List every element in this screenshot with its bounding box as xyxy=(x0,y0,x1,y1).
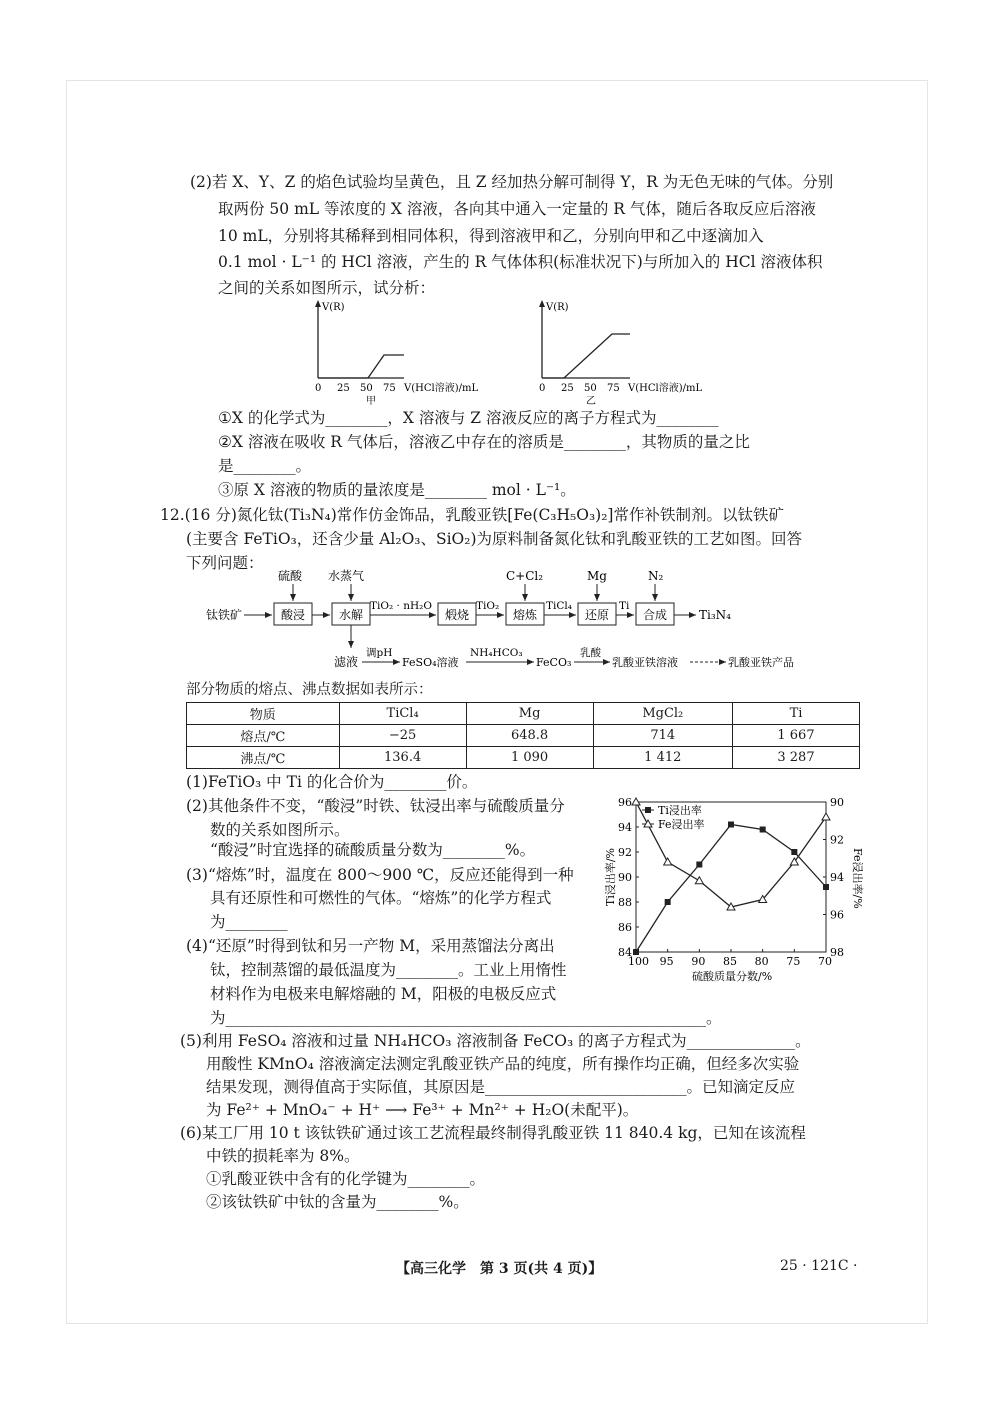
q11-part2-line4: 0.1 mol · L⁻¹ 的 HCl 溶液，产生的 R 气体体积(标准状况下)与所加入的 HCl 溶液体积 xyxy=(218,253,823,271)
flow-start-label: 钛铁矿 xyxy=(206,608,243,622)
flow-box1-label: 酸浸 xyxy=(281,608,306,622)
flow-box6-label: 合成 xyxy=(643,608,668,622)
graph-jia-ylabel: V(R) xyxy=(322,302,345,313)
process-flow-diagram xyxy=(200,564,840,682)
x-tick-label: 95 xyxy=(659,955,674,968)
page-footer-center: 【高三化学 第 3 页(共 4 页)】 xyxy=(396,1261,603,1277)
table-header-cell: TiCl₄ xyxy=(339,703,466,725)
chart-xlabel: 硫酸质量分数/% xyxy=(692,970,773,983)
table-row xyxy=(187,725,860,747)
fe-leach-point xyxy=(664,858,672,865)
page-footer-code: 25 · 121C · xyxy=(780,1258,858,1274)
property-table xyxy=(186,702,860,769)
flow-label-lactic: 乳酸 xyxy=(580,647,601,659)
table-header-cell: MgCl₂ xyxy=(593,703,732,725)
flow-label-ti: Ti xyxy=(619,600,630,612)
q11-sub2-line1: ②X 溶液在吸收 R 气体后，溶液乙中存在的溶质是________，其物质的量之比 xyxy=(218,433,750,451)
q12-sub6-line1: (6)某工厂用 10 t 该钛铁矿通过该工艺流程最终制得乳酸亚铁 11 840.4 kg，已知在该流程 xyxy=(180,1124,806,1142)
q12-intro-line1: 12.(16 分)氮化钛(Ti₃N₄)常作仿金饰品，乳酸亚铁[Fe(C₃H₅O₃)₂]常作补铁制剂。以钛铁矿 xyxy=(160,506,784,524)
flow-label-ph: 调pH xyxy=(366,647,393,659)
y-left-tick-label: 90 xyxy=(618,871,632,884)
graph-yi xyxy=(526,298,736,406)
graph-jia-caption: 甲 xyxy=(366,396,376,406)
table-cell: 3 287 xyxy=(732,747,859,769)
table-cell: 136.4 xyxy=(339,747,466,769)
q12-intro-line3: 下列问题： xyxy=(186,554,264,572)
table-header-cell: Mg xyxy=(466,703,593,725)
fe-leach-point xyxy=(822,813,830,820)
table-title: 部分物质的熔点、沸点数据如表所示： xyxy=(186,682,433,698)
x-tick-label: 85 xyxy=(723,955,737,968)
flow-box2-label: 水解 xyxy=(339,608,364,622)
table-cell: 沸点/℃ xyxy=(187,747,340,769)
q12-sub4-line2: 钛，控制蒸馏的最低温度为________。工业上用惰性 xyxy=(210,961,567,979)
table-cell: 648.8 xyxy=(466,725,593,747)
graph-yi-tick-0: 0 xyxy=(539,383,546,394)
flow-input-acid: 硫酸 xyxy=(278,569,303,583)
q12-sub2-line2: 数的关系如图所示。 xyxy=(210,821,350,839)
legend-ti-marker xyxy=(645,807,651,813)
table-header-cell: Ti xyxy=(732,703,859,725)
q12-sub2-line1: (2)其他条件不变，“酸浸”时铁、钛浸出率与硫酸质量分 xyxy=(186,797,565,815)
graph-yi-y-arrow xyxy=(539,300,545,307)
y-right-tick-label: 94 xyxy=(830,871,844,884)
q12-sub6-line3: ①乳酸亚铁中含有的化学键为________。 xyxy=(206,1170,486,1188)
graph-yi-caption: 乙 xyxy=(586,396,596,406)
q12-sub3-line1: (3)“熔炼”时，温度在 800～900 ℃，反应还能得到一种 xyxy=(186,866,574,884)
q12-sub5-line3: 结果发现，测得值高于实际值，其原因是__________________________。已知滴定反应 xyxy=(206,1078,796,1096)
x-tick-label: 80 xyxy=(754,955,769,968)
ti-leach-point xyxy=(696,862,702,868)
ti-leach-point xyxy=(823,884,829,890)
ti-leach-line xyxy=(636,825,826,953)
graph-jia-tick-75: 75 xyxy=(383,383,396,394)
ti-leach-point xyxy=(760,827,766,833)
graph-yi-ylabel: V(R) xyxy=(546,302,569,313)
y-right-tick-label: 92 xyxy=(830,833,844,847)
flow-feso4: FeSO₄溶液 xyxy=(402,656,459,669)
flow-solution: 乳酸亚铁溶液 xyxy=(612,656,678,669)
q12-sub5-line1: (5)利用 FeSO₄ 溶液和过量 NH₄HCO₃ 溶液制备 FeCO₃ 的离子方程式为______________。 xyxy=(180,1032,811,1050)
graph-jia-curve xyxy=(318,355,404,378)
graph-jia-tick-25: 25 xyxy=(337,383,350,394)
graph-jia xyxy=(300,298,510,406)
q12-sub2-line3: “酸浸”时宜选择的硫酸质量分数为________%。 xyxy=(210,841,536,859)
leaching-rate-chart xyxy=(596,788,868,988)
q11-sub1: ①X 的化学式为________，X 溶液与 Z 溶液反应的离子方程式为________ xyxy=(218,409,719,427)
graph-jia-xlabel: V(HCl溶液)/mL xyxy=(404,383,479,394)
y-left-tick-label: 88 xyxy=(618,896,632,909)
ti-leach-point xyxy=(633,949,639,955)
graph-yi-curve xyxy=(542,334,630,378)
y-left-tick-label: 92 xyxy=(618,846,632,859)
table-header-row xyxy=(187,703,860,725)
q12-sub4-line3: 材料作为电极来电解熔融的 M，阳极的电极反应式 xyxy=(210,985,557,1003)
q12-intro-line2: (主要含 FeTiO₃，还含少量 Al₂O₃、SiO₂)为原料制备氮化钛和乳酸亚铁的工艺如图。回答 xyxy=(186,530,803,548)
table-cell: 熔点/℃ xyxy=(187,725,340,747)
q11-part2-line2: 取两份 50 mL 等浓度的 X 溶液，各向其中通入一定量的 R 气体，随后各取反应后溶液 xyxy=(218,200,816,218)
graph-jia-tick-50: 50 xyxy=(360,383,373,394)
y-right-tick-label: 90 xyxy=(830,796,844,809)
table-cell: 1 090 xyxy=(466,747,593,769)
q12-sub6-line2: 中铁的损耗率为 8%。 xyxy=(206,1147,360,1165)
table-cell: 714 xyxy=(593,725,732,747)
q11-part2-line5: 之间的关系如图所示，试分析： xyxy=(218,279,436,297)
q12-sub5-line2: 用酸性 KMnO₄ 溶液滴定法测定乳酸亚铁产品的纯度，所有操作均正确，但经多次实验 xyxy=(206,1055,800,1073)
flow-label-nh4hco3: NH₄HCO₃ xyxy=(470,647,523,659)
flow-label-ticl4: TiCl₄ xyxy=(546,600,572,612)
table-header-cell: 物质 xyxy=(187,703,340,725)
q12-sub3-line2: 具有还原性和可燃性的气体。“熔炼”的化学方程式 xyxy=(210,889,552,907)
flow-box3-label: 煅烧 xyxy=(445,608,470,622)
q12-sub4-line4: 为______________________________________________________________。 xyxy=(210,1009,722,1027)
table-cell: 1 667 xyxy=(732,725,859,747)
chart-ylabel-left: Ti浸出率/% xyxy=(604,847,617,906)
q12-sub3-line3: 为________ xyxy=(210,913,288,931)
y-right-tick-label: 98 xyxy=(830,946,844,959)
flow-label-tio2-nh2o: TiO₂ · nH₂O xyxy=(370,600,432,612)
flow-filtrate: 滤液 xyxy=(334,655,359,669)
y-left-tick-label: 86 xyxy=(618,921,632,934)
ti-leach-point xyxy=(665,899,671,905)
y-left-tick-label: 94 xyxy=(618,821,632,834)
flow-input-mg: Mg xyxy=(587,569,607,583)
x-tick-label: 100 xyxy=(628,955,649,968)
legend-ti-label: Ti浸出率 xyxy=(658,804,702,817)
flow-label-tio2: TiO₂ xyxy=(476,600,500,612)
q12-sub1: (1)FeTiO₃ 中 Ti 的化合价为________价。 xyxy=(186,773,478,791)
graph-yi-tick-50: 50 xyxy=(584,383,597,394)
q11-part2-line1: (2)若 X、Y、Z 的焰色试验均呈黄色，且 Z 经加热分解可制得 Y，R 为无色无味的气体。分别 xyxy=(190,173,834,191)
flow-input-c-cl2: C+Cl₂ xyxy=(506,569,544,583)
flow-box5-label: 还原 xyxy=(585,608,610,622)
x-tick-label: 90 xyxy=(691,955,706,968)
fe-leach-point xyxy=(695,877,703,884)
y-left-tick-label: 84 xyxy=(618,946,632,959)
q12-sub5-line4: 为 Fe²⁺ + MnO₄⁻ + H⁺ ⟶ Fe³⁺ + Mn²⁺ + H₂O(未配平)。 xyxy=(206,1101,639,1119)
q12-sub6-line4: ②该钛铁矿中钛的含量为________%。 xyxy=(206,1193,469,1211)
x-tick-label: 75 xyxy=(786,955,801,968)
graph-jia-y-arrow xyxy=(315,300,321,307)
x-tick-label: 70 xyxy=(818,955,832,968)
q12-sub4-line1: (4)“还原”时得到钛和另一产物 M，采用蒸馏法分离出 xyxy=(186,937,555,955)
graph-yi-xlabel: V(HCl溶液)/mL xyxy=(628,383,703,394)
q11-sub3: ③原 X 溶液的物质的量浓度是________ mol · L⁻¹。 xyxy=(218,481,576,499)
flow-end-label: Ti₃N₄ xyxy=(699,608,731,622)
flow-box4-label: 熔炼 xyxy=(513,608,538,622)
table-row xyxy=(187,747,860,769)
graph-yi-tick-25: 25 xyxy=(561,383,574,394)
q11-sub2-line2: 是________。 xyxy=(218,457,312,475)
table-cell: −25 xyxy=(339,725,466,747)
ti-leach-point xyxy=(728,822,734,828)
graph-yi-tick-75: 75 xyxy=(607,383,620,394)
graph-jia-tick-0: 0 xyxy=(315,383,322,394)
legend-fe-label: Fe浸出率 xyxy=(658,818,705,831)
chart-ylabel-right: Fe浸出率/% xyxy=(851,848,864,909)
flow-product: 乳酸亚铁产品 xyxy=(728,656,794,669)
q11-part2-line3: 10 mL，分别将其稀释到相同体积，得到溶液甲和乙，分别向甲和乙中逐滴加入 xyxy=(218,227,764,245)
ti-leach-point xyxy=(791,849,797,855)
y-right-tick-label: 96 xyxy=(830,908,844,922)
table-cell: 1 412 xyxy=(593,747,732,769)
flow-input-steam: 水蒸气 xyxy=(328,569,365,583)
y-left-tick-label: 96 xyxy=(618,796,632,809)
flow-input-n2: N₂ xyxy=(648,569,664,583)
flow-feco3: FeCO₃ xyxy=(536,656,572,669)
